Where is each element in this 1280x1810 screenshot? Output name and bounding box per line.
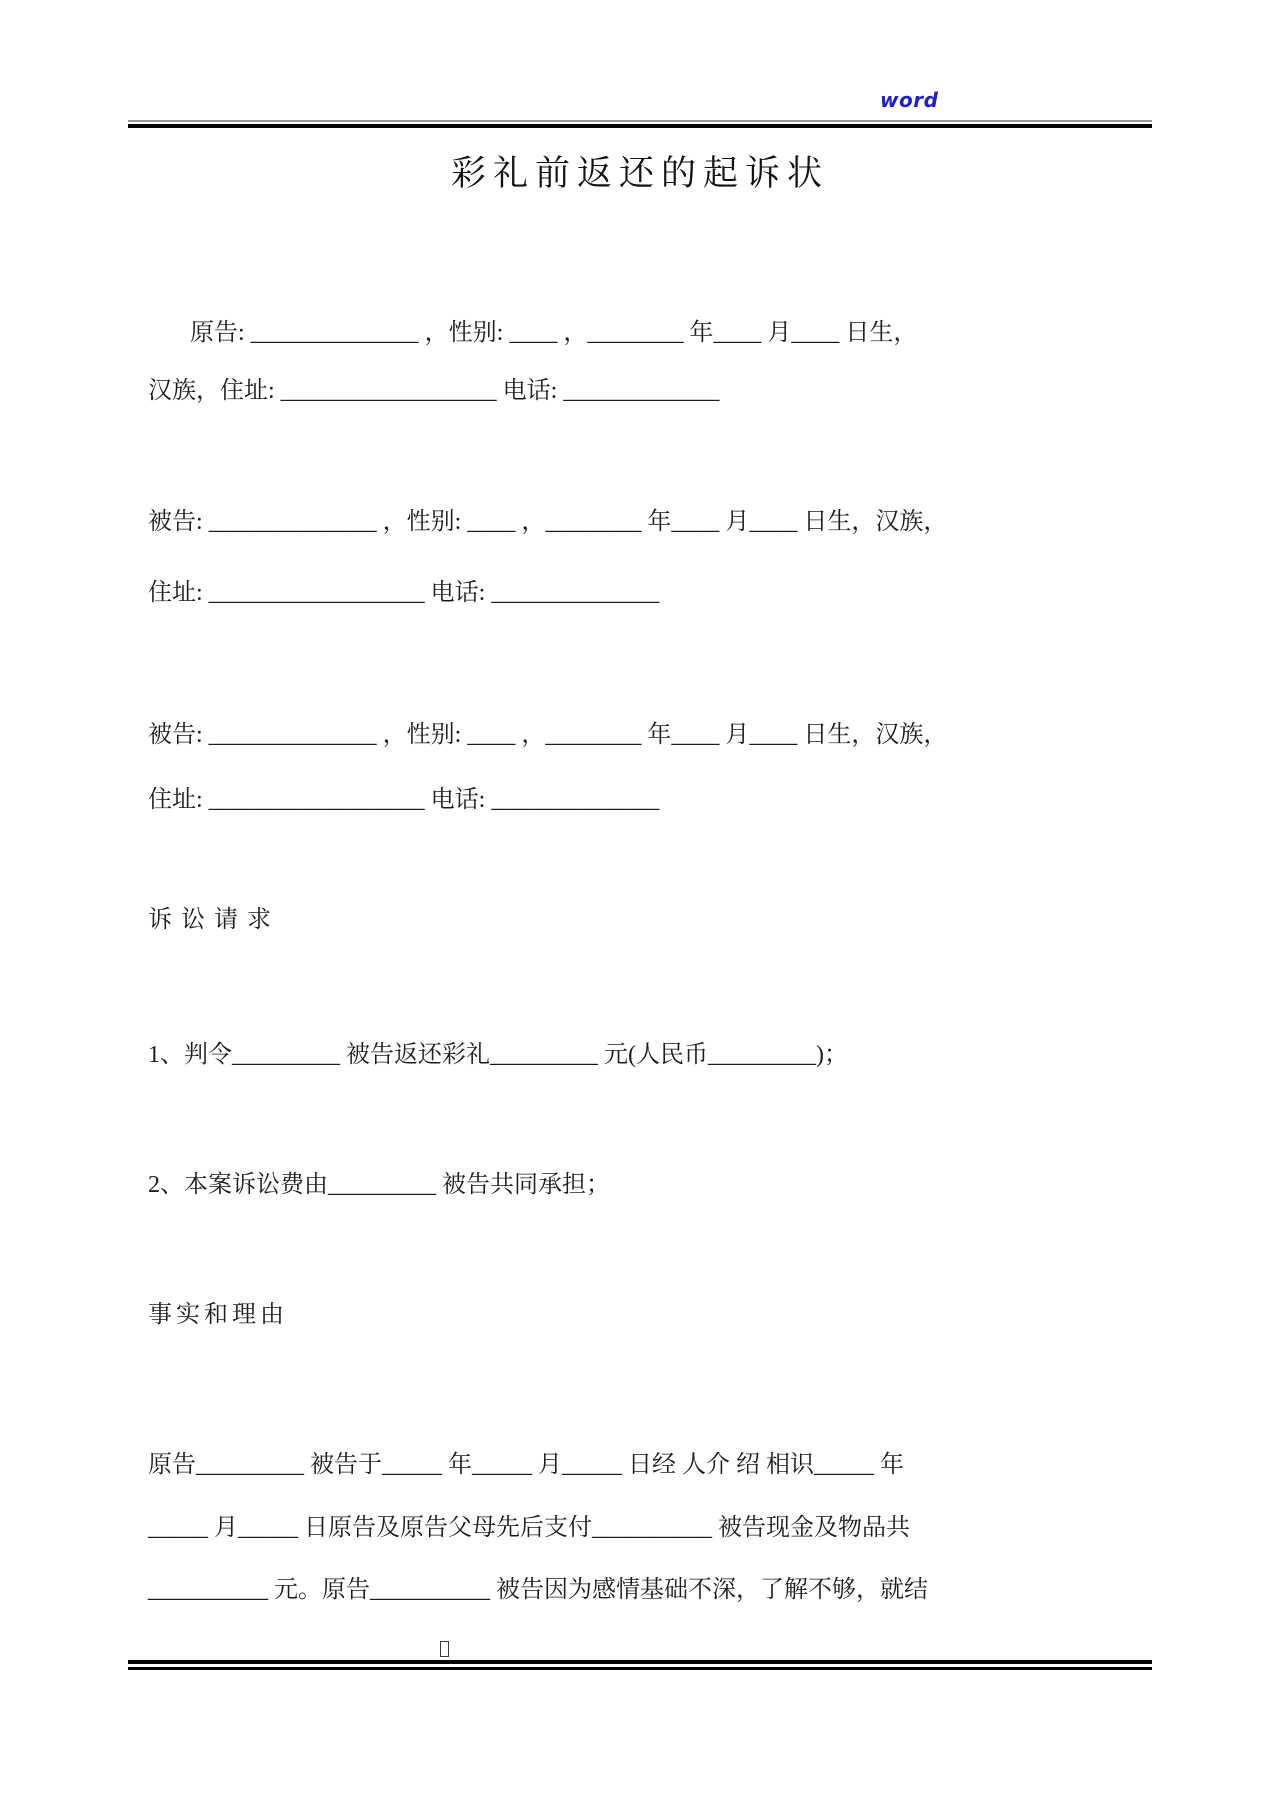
footer-rule-thin xyxy=(128,1667,1152,1670)
plaintiff-line-1: 原告: ______________ ，性别: ____ ，________ 年____ 月____ 日生， xyxy=(190,320,918,346)
word-watermark-label: word xyxy=(880,88,939,112)
missing-glyph-page-number-icon xyxy=(440,1641,449,1657)
claim-item-1: 1、判令_________ 被告返还彩礼_________ 元(人民币_________)； xyxy=(148,1042,848,1068)
defendant2-line-1: 被告: ______________ ，性别: ____ ，________ 年____ 月____ 日生，汉族， xyxy=(148,722,948,748)
defendant2-line-2: 住址: __________________ 电话: ______________ xyxy=(148,787,660,813)
page-title: 彩礼前返还的起诉状 xyxy=(450,154,829,193)
facts-line-3: __________ 元。原告__________ 被告因为感情基础不深，了解不够，就结 xyxy=(148,1577,928,1603)
facts-line-2: _____ 月_____ 日原告及原告父母先后支付__________ 被告现金及物品共 xyxy=(148,1515,910,1541)
footer-rule-thick xyxy=(128,1660,1152,1664)
defendant1-line-2: 住址: __________________ 电话: ______________ xyxy=(148,580,660,606)
plaintiff-line-2: 汉族，住址: __________________ 电话: _____________ xyxy=(148,378,720,404)
header-rule-thin xyxy=(128,120,1152,122)
defendant1-line-1: 被告: ______________ ，性别: ____ ，________ 年____ 月____ 日生，汉族， xyxy=(148,509,948,535)
claim-item-2: 2、本案诉讼费由_________ 被告共同承担； xyxy=(148,1172,610,1198)
claims-heading: 诉讼请求 xyxy=(148,907,280,933)
header-rule-thick xyxy=(128,124,1152,128)
facts-line-1: 原告_________ 被告于_____ 年_____ 月_____ 日经 人介 绍 相识_____ 年 xyxy=(148,1452,904,1478)
facts-heading: 事实和理由 xyxy=(148,1302,288,1328)
